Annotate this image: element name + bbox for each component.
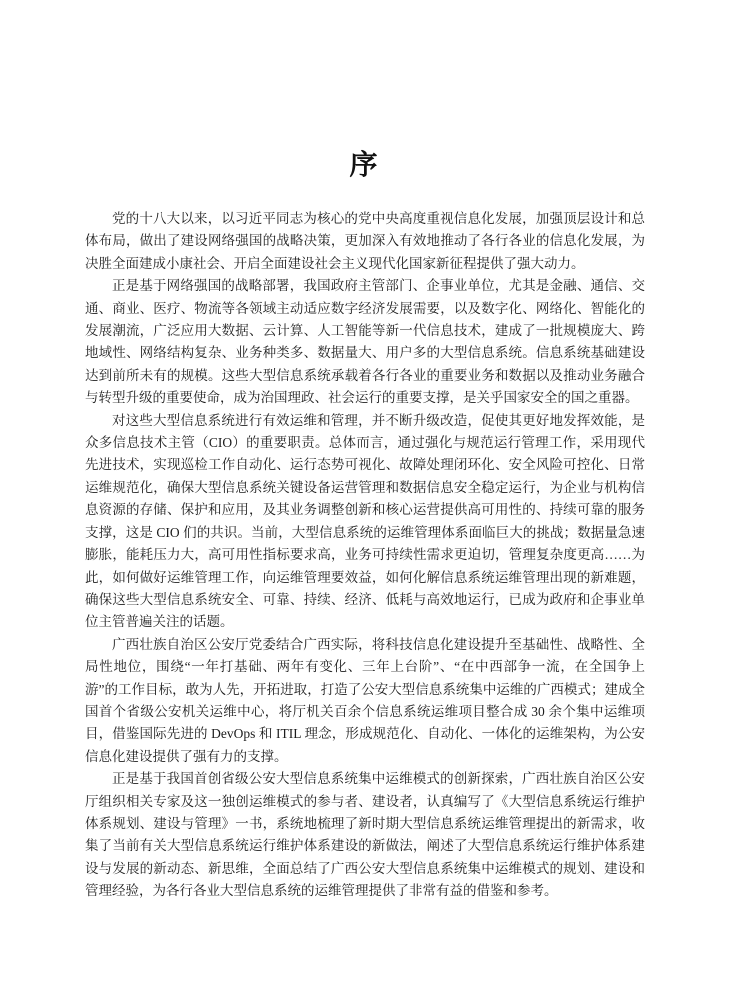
paragraph-3: 对这些大型信息系统进行有效运维和管理，并不断升级改造，促使其更好地发挥效能，是众多信息技术主管（CIO）的重要职责。总体而言，通过强化与规范运行管理工作，采用现代先进技术，实现巡检工作自动化、运行态势可视化、故障处理闭环化、安全风险可控化、日常运维规范化，确保大型信息系统关键设备运营管理和数据信息安全稳定运行，为企业与机构信息资源的存储、保护和应用，及其业务调整创新和核心运营提供高可用性的、持续可靠的服务支撑，这是 CIO 们的共识。当前，大型信息系统的运维管理体系面临巨大的挑战；数据量急速膨胀，能耗压力大，高可用性指标要求高，业务可持续性需求更迫切，管理复杂度更高……为此，如何做好运维管理工作，向运维管理要效益，如何化解信息系统运维管理出现的新难题，确保这些大型信息系统安全、可靠、持续、经济、低耗与高效地运行，已成为政府和企事业单位主管普遍关注的话题。 <box>85 412 645 630</box>
paragraph-1: 党的十八大以来，以习近平同志为核心的党中央高度重视信息化发展，加强顶层设计和总体布局，做出了建设网络强国的战略决策，更加深入有效地推动了各行各业的信息化发展，为决胜全面建成小康社会、开启全面建设社会主义现代化国家新征程提供了强大动力。 <box>85 211 645 271</box>
page-title: 序 <box>349 150 381 181</box>
preface-body <box>85 208 645 903</box>
paragraph-5: 正是基于我国首创省级公安大型信息系统集中运维模式的创新探索，广西壮族自治区公安厅组织相关专家及这一独创运维模式的参与者、建设者，认真编写了《大型信息系统运行维护体系规划、建设与管理》一书，系统地梳理了新时期大型信息系统运维管理提出的新需求，收集了当前有关大型信息系统运行维护体系建设的新做法，阐述了大型信息系统运行维护体系建设与发展的新动态、新思维，全面总结了广西公安大型信息系统集中运维模式的规划、建设和管理经验，为各行各业大型信息系统的运维管理提供了非常有益的借鉴和参考。 <box>85 771 645 899</box>
paragraph-2: 正是基于网络强国的战略部署，我国政府主管部门、企事业单位，尤其是金融、通信、交通、商业、医疗、物流等各领域主动适应数字经济发展需要，以及数字化、网络化、智能化的发展潮流，广泛应用大数据、云计算、人工智能等新一代信息技术，建成了一批规模庞大、跨地域性、网络结构复杂、业务种类多、数据量大、用户多的大型信息系统。信息系统基础建设达到前所未有的规模。这些大型信息系统承载着各行各业的重要业务和数据以及推动业务融合与转型升级的重要使命，成为治国理政、社会运行的重要支撑，是关乎国家安全的国之重器。 <box>85 278 645 406</box>
paragraph-4: 广西壮族自治区公安厅党委结合广西实际，将科技信息化建设提升至基础性、战略性、全局性地位，围绕“一年打基础、两年有变化、三年上台阶”、“在中西部争一流，在全国争上游”的工作目标，敢为人先，开拓进取，打造了公安大型信息系统集中运维的广西模式；建成全国首个省级公安机关运维中心，将厅机关百余个信息系统运维项目整合成 30 余个集中运维项目，借鉴国际先进的 DevOps 和 ITIL 理念，形成规范化、自动化、一体化的运维架构，为公安信息化建设提供了强有力的支撑。 <box>85 636 645 764</box>
